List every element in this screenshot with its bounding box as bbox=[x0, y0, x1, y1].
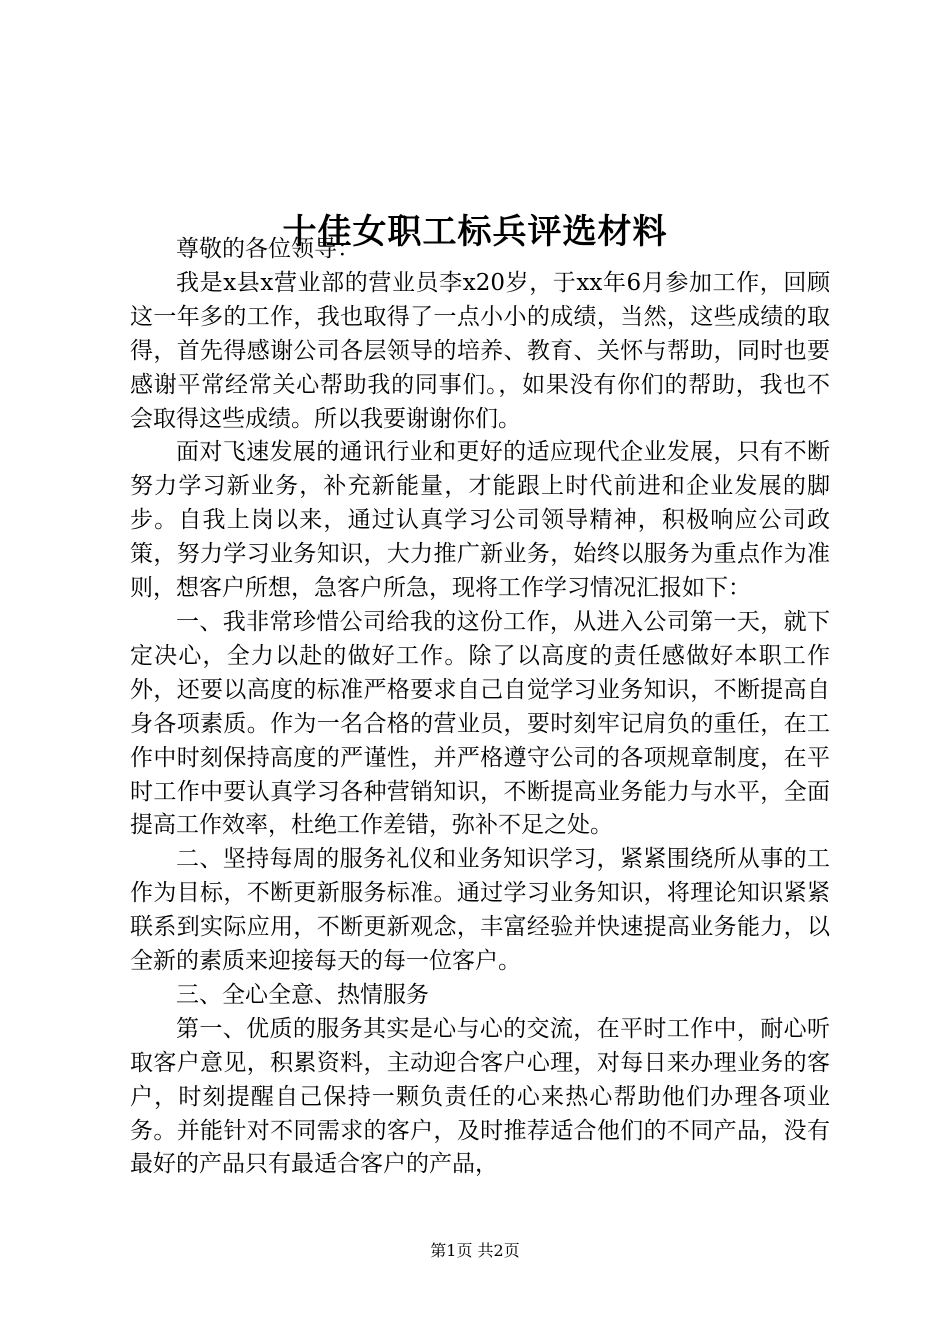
paragraph-introduction: 我是x县x营业部的营业员李x20岁，于xx年6月参加工作，回顾这一年多的工作，我也取得了一点小小的成绩，当然，这些成绩的取得，首先得感谢公司各层领导的培养、教育、关怀与帮助，同时也要感谢平常经常关心帮助我的同事们。，如果没有你们的帮助，我也不会取得这些成绩。所以我要谢谢你们。 bbox=[130, 269, 830, 432]
page-indicator: 第1页 共2页 bbox=[430, 1241, 520, 1260]
paragraph-service-first: 第一、优质的服务其实是心与心的交流，在平时工作中，耐心听取客户意见，积累资料，主动迎合客户心理，对每日来办理业务的客户，时刻提醒自己保持一颗负责任的心来热心帮助他们办理各项业务。并能针对不同需求的客户，及时推荐适合他们的不同产品，没有最好的产品只有最适合客户的产品， bbox=[130, 1015, 830, 1178]
page-title: 十佳女职工标兵评选材料 bbox=[282, 211, 668, 252]
paragraph-point-two: 二、坚持每周的服务礼仪和业务知识学习，紧紧围绕所从事的工作为目标，不断更新服务标准。通过学习业务知识，将理论知识紧紧联系到实际应用，不断更新观念，丰富经验并快速提高业务能力，以全新的素质来迎接每天的每一位客户。 bbox=[130, 846, 830, 975]
paragraph-salutation: 尊敬的各位领导： bbox=[176, 236, 360, 262]
paragraph-point-three-heading: 三、全心全意、热情服务 bbox=[176, 981, 429, 1008]
paragraph-overview: 面对飞速发展的通讯行业和更好的适应现代企业发展，只有不断努力学习新业务，补充新能量，才能跟上时代前进和企业发展的脚步。自我上岗以来，通过认真学习公司领导精神，积极响应公司政策，努力学习业务知识，大力推广新业务，始终以服务为重点作为准则，想客户所想，急客户所急，现将工作学习情况汇报如下： bbox=[130, 439, 830, 602]
paragraph-point-one: 一、我非常珍惜公司给我的这份工作，从进入公司第一天，就下定决心，全力以赴的做好工作。除了以高度的责任感做好本职工作外，还要以高度的标准严格要求自己自觉学习业务知识，不断提高自身各项素质。作为一名合格的营业员，要时刻牢记肩负的重任，在工作中时刻保持高度的严谨性，并严格遵守公司的各项规章制度，在平时工作中要认真学习各种营销知识，不断提高业务能力与水平，全面提高工作效率，杜绝工作差错，弥补不足之处。 bbox=[130, 608, 830, 839]
document-body bbox=[130, 233, 830, 1182]
